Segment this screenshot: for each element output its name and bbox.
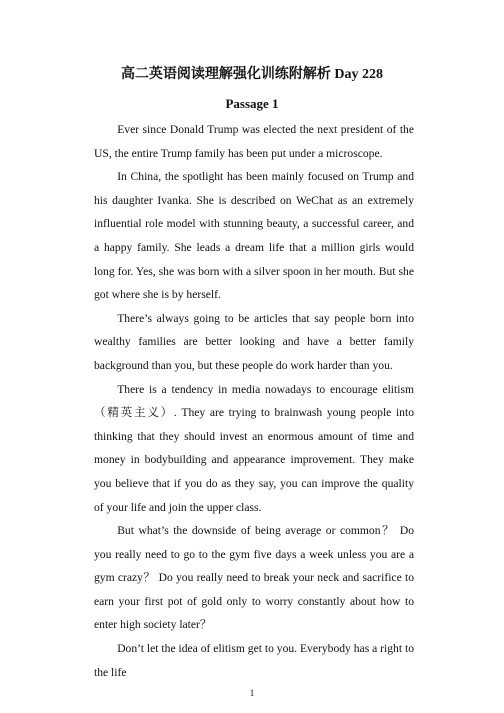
paragraph: In China, the spotlight has been mainly focused on Trump and his daughter Ivanka. She is described on WeChat as an extremely influential role model with stunning beauty, a successful career, and a happy family. She leads a dream life that a million girls would long for. Yes, she was born with a silver spoon in her mouth. But she got where she is by herself. (94, 170, 414, 302)
page-number: 1 (249, 688, 255, 698)
passage-title: Passage 1 (225, 96, 279, 111)
passage-body (94, 118, 414, 684)
paragraph: There’s always going to be articles that say people born into wealthy families are better looking and have a better family background than you, but these people do work harder than you. (94, 311, 414, 372)
paragraph: But what’s the downside of being average or common？ Do you really need to go to the gym five days a week unless you are a gym crazy？ Do you really need to break your neck and sacrifice to earn your first pot of gold only to worry constantly about how to enter high society later？ (94, 524, 414, 632)
document-title: 高二英语阅读理解强化训练附解析 Day 228 (120, 67, 384, 82)
paragraph: Ever since Donald Trump was elected the next president of the US, the entire Trump family has been put under a microscope. (94, 123, 414, 160)
paragraph: Don’t let the idea of elitism get to you. Everybody has a right to the life (94, 642, 414, 679)
paragraph: There is a tendency in media nowadays to encourage elitism（精英主义）. They are trying to brainwash young people into thinking that they should invest an enormous amount of time and money in bodybuilding and appearance improvement. They make you believe that if you do as they say, you can improve the quality of your life and join the upper class. (94, 382, 414, 514)
